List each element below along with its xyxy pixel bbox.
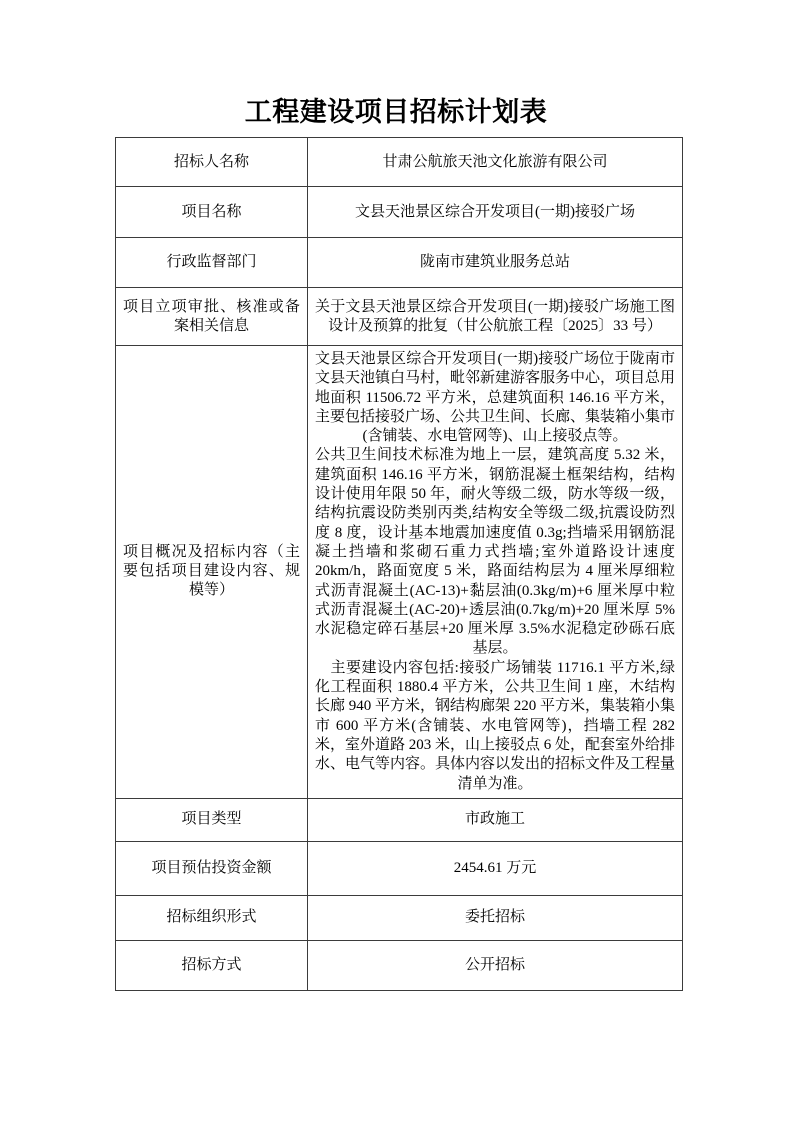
row-value-bidder-name: 甘肃公航旅天池文化旅游有限公司 xyxy=(308,138,683,187)
row-label-project-name: 项目名称 xyxy=(116,187,308,238)
table-row xyxy=(116,841,683,895)
row-value-estimated-investment: 2454.61 万元 xyxy=(308,841,683,895)
row-label-bidder-name: 招标人名称 xyxy=(116,138,308,187)
row-value-bidding-method: 公开招标 xyxy=(308,940,683,990)
row-label-bidding-method: 招标方式 xyxy=(116,940,308,990)
table-row xyxy=(116,187,683,238)
bidding-plan-table xyxy=(115,137,683,991)
overview-paragraph-content: 主要建设内容包括:接驳广场铺装 11716.1 平方米,绿化工程面积 1880.4 平方米，公共卫生间 1 座，木结构长廊 940 平方米，钢结构廊架 220 平方米，集装箱小集市 600 平方米(含铺装、水电管网等)，挡墙工程 282 米，室外道路 203 米，山上接驳点 6 处，配套室外给排水、电气等内容。具体内容以发出的招标文件及工程量清单为准。 xyxy=(315,659,676,792)
row-label-estimated-investment: 项目预估投资金额 xyxy=(116,841,308,895)
row-label-organization-form: 招标组织形式 xyxy=(116,895,308,940)
table-row xyxy=(116,238,683,288)
row-label-project-type: 项目类型 xyxy=(116,798,308,841)
page-title: 工程建设项目招标计划表 xyxy=(244,97,548,127)
table-row xyxy=(116,346,683,799)
table-row xyxy=(116,895,683,940)
row-value-approval-info: 关于文县天池景区综合开发项目(一期)接驳广场施工图设计及预算的批复（甘公航旅工程〔2025〕33 号） xyxy=(308,288,683,346)
table-row xyxy=(116,138,683,187)
overview-paragraph-location: 文县天池景区综合开发项目(一期)接驳广场位于陇南市文县天池镇白马村，毗邻新建游客服务中心，项目总用地面积 11506.72 平方米，总建筑面积 146.16 平方米，主要包括接驳广场、公共卫生间、长廊、集装箱小集市(含铺装、水电管网等)、山上接驳点等。 xyxy=(315,351,676,445)
row-label-project-overview: 项目概况及招标内容（主要包括项目建设内容、规模等） xyxy=(116,346,308,799)
row-value-organization-form: 委托招标 xyxy=(308,895,683,940)
row-value-project-type: 市政施工 xyxy=(308,798,683,841)
row-value-project-name: 文县天池景区综合开发项目(一期)接驳广场 xyxy=(308,187,683,238)
row-value-project-overview xyxy=(308,346,683,799)
row-label-supervision-dept: 行政监督部门 xyxy=(116,238,308,288)
row-label-approval-info: 项目立项审批、核准或备案相关信息 xyxy=(116,288,308,346)
table-row xyxy=(116,798,683,841)
table-row xyxy=(116,288,683,346)
row-value-supervision-dept: 陇南市建筑业服务总站 xyxy=(308,238,683,288)
table-row xyxy=(116,940,683,990)
overview-paragraph-specs: 公共卫生间技术标准为地上一层，建筑高度 5.32 米，建筑面积 146.16 平方米，钢筋混凝土框架结构，结构设计使用年限 50 年，耐火等级二级，防水等级一级，结构抗震设防类别丙类,结构安全等级二级,抗震设防烈度 8 度，设计基本地震加速度值 0.3g;挡墙采用钢筋混凝土挡墙和浆砌石重力式挡墙;室外道路设计速度 20km/h，路面宽度 5 米，路面结构层为 4 厘米厚细粒式沥青混凝土(AC-13)+黏层油(0.3kg/m)+6 厘米厚中粒式沥青混凝土(AC-20)+透层油(0.7kg/m)+20 厘米厚 5%水泥稳定碎石基层+20 厘米厚 3.5%水泥稳定砂砾石底基层。 xyxy=(315,447,675,657)
